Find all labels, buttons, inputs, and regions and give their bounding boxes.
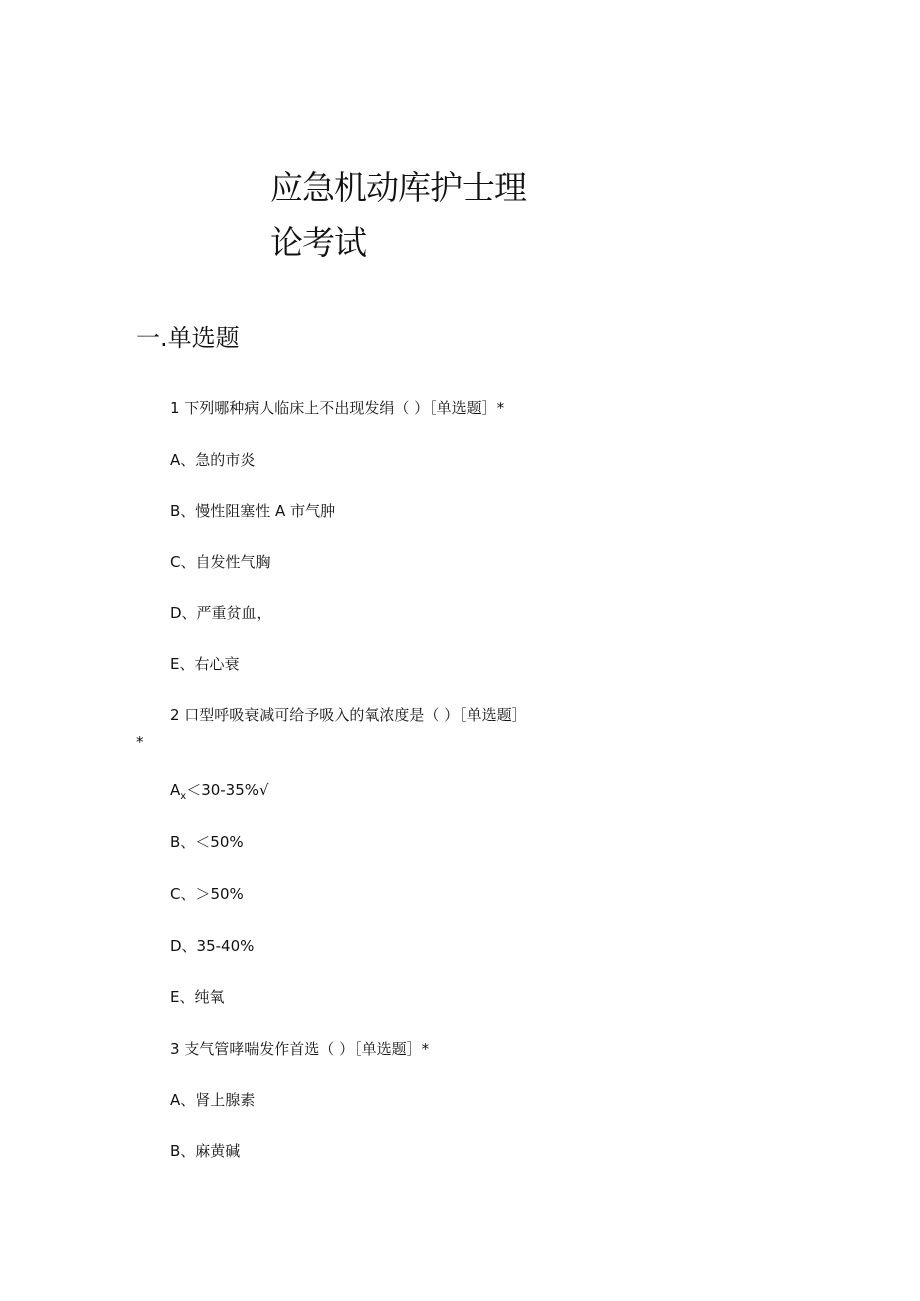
question-1-option-b: B、慢性阻塞性 A 市气肿 xyxy=(170,502,336,520)
question-1-option-e: E、右心衰 xyxy=(170,655,240,673)
question-3-stem: 3 支气管哮喘发作首选（ ）［单选题］* xyxy=(170,1040,430,1058)
question-2-option-e: E、纯氧 xyxy=(170,988,225,1006)
question-2-option-b: B、＜50% xyxy=(170,833,244,851)
question-1-option-c: C、自发性气胸 xyxy=(170,553,271,571)
question-1-option-a: A、急的市炎 xyxy=(170,451,256,469)
document-title-line-1: 应急机动库护士理 xyxy=(270,168,526,207)
question-2-option-a-letter: A xyxy=(170,781,181,799)
question-2-option-d: D、35-40% xyxy=(170,937,255,955)
section-heading: 一.单选题 xyxy=(136,324,240,352)
question-3-option-b: B、麻黄碱 xyxy=(170,1142,241,1160)
question-1-option-d: D、严重贫血， xyxy=(170,604,272,622)
question-3-option-a: A、肾上腺素 xyxy=(170,1091,256,1109)
question-1-stem: 1 下列哪种病人临床上不出现发绢（ ）［单选题］* xyxy=(170,399,505,417)
question-2-option-a xyxy=(170,780,269,803)
document-title-line-2: 论考试 xyxy=(270,223,366,262)
question-2-option-a-text: ＜30-35%√ xyxy=(186,781,269,799)
question-2-option-a-subscript: x xyxy=(180,791,187,802)
question-2-stem: 2 口型呼吸衰减可给予吸入的氧浓度是（ ）［单选题］ xyxy=(170,706,527,724)
question-2-option-c: C、＞50% xyxy=(170,885,244,903)
question-2-stem-continuation: * xyxy=(136,733,144,751)
